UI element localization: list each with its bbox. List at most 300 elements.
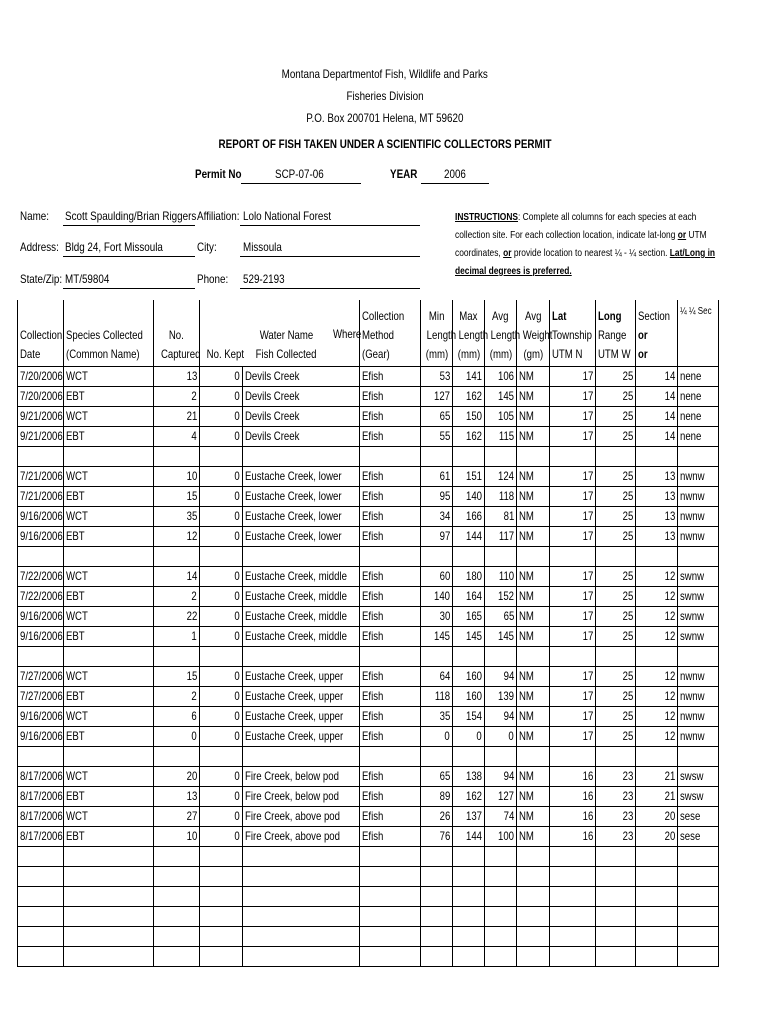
cell-max-length bbox=[453, 886, 485, 906]
cell-quarter-section: nwnw bbox=[678, 526, 719, 546]
cell-captured: 21 bbox=[154, 406, 200, 426]
cell-date: 8/17/2006 bbox=[18, 766, 64, 786]
cell-lat: 17 bbox=[550, 726, 596, 746]
cell-kept: 0 bbox=[200, 806, 243, 826]
cell-species bbox=[64, 926, 154, 946]
cell-quarter-section: nwnw bbox=[678, 686, 719, 706]
cell-avg-length bbox=[485, 546, 517, 566]
cell-section bbox=[636, 926, 678, 946]
cell-quarter-section: swnw bbox=[678, 566, 719, 586]
cell-max-length bbox=[453, 446, 485, 466]
cell-lat bbox=[550, 446, 596, 466]
cell-water: Eustache Creek, lower bbox=[243, 506, 331, 526]
cell-kept: 0 bbox=[200, 386, 243, 406]
cell-species: EBT bbox=[64, 526, 154, 546]
cell-date: 7/22/2006 bbox=[18, 586, 64, 606]
cell-captured: 13 bbox=[154, 366, 200, 386]
cell-species: WCT bbox=[64, 406, 154, 426]
instructions: INSTRUCTIONS: Complete all columns for each species at each collection site. For each collection location, indicate lat-long or UTM coordinates, or provide location to nearest ¼ - ¼ section. Lat/Long in decimal degrees is preferred. bbox=[455, 211, 716, 277]
cell-quarter-section bbox=[678, 446, 719, 466]
table-row bbox=[18, 886, 719, 906]
cell-avg-length bbox=[485, 946, 517, 966]
cell-species: WCT bbox=[64, 466, 154, 486]
cell-min-length: 140 bbox=[421, 586, 453, 606]
cell-long: 25 bbox=[596, 466, 636, 486]
cell-date bbox=[18, 906, 64, 926]
cell-avg-length: 152 bbox=[485, 586, 517, 606]
cell-water bbox=[243, 646, 331, 666]
cell-lat: 16 bbox=[550, 806, 596, 826]
cell-date: 7/22/2006 bbox=[18, 566, 64, 586]
cell-captured: 12 bbox=[154, 526, 200, 546]
cell-long: 25 bbox=[596, 386, 636, 406]
cell-lat bbox=[550, 646, 596, 666]
cell-long: 25 bbox=[596, 526, 636, 546]
cell-lat: 17 bbox=[550, 366, 596, 386]
cell-max-length bbox=[453, 906, 485, 926]
col-header-captured: No. Captured bbox=[154, 300, 200, 366]
cell-avg-weight: NM bbox=[517, 706, 550, 726]
cell-quarter-section: nene bbox=[678, 406, 719, 426]
cell-avg-weight bbox=[517, 946, 550, 966]
cell-kept bbox=[200, 926, 243, 946]
cell-lat: 16 bbox=[550, 786, 596, 806]
cell-quarter-section bbox=[678, 926, 719, 946]
cell-quarter-section: nene bbox=[678, 366, 719, 386]
cell-avg-length: 81 bbox=[485, 506, 517, 526]
phone-value: 529-2193 bbox=[243, 272, 285, 286]
cell-water bbox=[243, 946, 331, 966]
cell-section: 12 bbox=[636, 666, 678, 686]
cell-captured: 1 bbox=[154, 626, 200, 646]
cell-kept bbox=[200, 886, 243, 906]
cell-max-length: 144 bbox=[453, 826, 485, 846]
cell-long bbox=[596, 446, 636, 466]
cell-quarter-section: nwnw bbox=[678, 506, 719, 526]
cell-min-length: 30 bbox=[421, 606, 453, 626]
cell-species: WCT bbox=[64, 766, 154, 786]
table-row bbox=[18, 646, 719, 666]
cell-where bbox=[331, 646, 360, 666]
cell-long bbox=[596, 906, 636, 926]
cell-long bbox=[596, 866, 636, 886]
cell-max-length bbox=[453, 946, 485, 966]
cell-avg-weight: NM bbox=[517, 586, 550, 606]
cell-captured: 22 bbox=[154, 606, 200, 626]
cell-captured bbox=[154, 946, 200, 966]
cell-where bbox=[331, 546, 360, 566]
cell-date bbox=[18, 746, 64, 766]
cell-species: EBT bbox=[64, 686, 154, 706]
cell-species: EBT bbox=[64, 586, 154, 606]
cell-water bbox=[243, 546, 331, 566]
table-row bbox=[18, 426, 719, 446]
cell-date bbox=[18, 866, 64, 886]
cell-section bbox=[636, 906, 678, 926]
col-header-water: Water Name Fish Collected bbox=[256, 327, 317, 361]
cell-min-length: 60 bbox=[421, 566, 453, 586]
cell-method: Efish bbox=[360, 606, 421, 626]
cell-lat bbox=[550, 906, 596, 926]
cell-avg-weight bbox=[517, 926, 550, 946]
cell-where bbox=[331, 386, 360, 406]
cell-quarter-section: nwnw bbox=[678, 486, 719, 506]
cell-quarter-section: nwnw bbox=[678, 706, 719, 726]
year-label: YEAR bbox=[390, 167, 418, 181]
cell-section: 12 bbox=[636, 726, 678, 746]
cell-species: EBT bbox=[64, 486, 154, 506]
cell-date: 9/16/2006 bbox=[18, 626, 64, 646]
cell-avg-length: 127 bbox=[485, 786, 517, 806]
cell-min-length: 65 bbox=[421, 406, 453, 426]
cell-section: 13 bbox=[636, 506, 678, 526]
table-row bbox=[18, 506, 719, 526]
cell-captured: 13 bbox=[154, 786, 200, 806]
cell-section bbox=[636, 886, 678, 906]
cell-date: 8/17/2006 bbox=[18, 806, 64, 826]
cell-long: 25 bbox=[596, 726, 636, 746]
cell-kept: 0 bbox=[200, 686, 243, 706]
cell-where bbox=[331, 446, 360, 466]
cell-species bbox=[64, 746, 154, 766]
cell-section: 20 bbox=[636, 806, 678, 826]
cell-captured: 4 bbox=[154, 426, 200, 446]
cell-species: WCT bbox=[64, 706, 154, 726]
cell-section: 14 bbox=[636, 366, 678, 386]
city-label: City: bbox=[197, 240, 217, 254]
cell-long: 25 bbox=[596, 506, 636, 526]
cell-kept: 0 bbox=[200, 586, 243, 606]
agency-name: Montana Departmentof Fish, Wildlife and Parks bbox=[281, 67, 489, 81]
table-row bbox=[18, 666, 719, 686]
col-header-date: Collection Date bbox=[18, 300, 64, 366]
cell-date bbox=[18, 886, 64, 906]
cell-min-length: 0 bbox=[421, 726, 453, 746]
cell-water bbox=[243, 906, 331, 926]
cell-where bbox=[331, 406, 360, 426]
cell-method: Efish bbox=[360, 526, 421, 546]
col-header-where: Where bbox=[331, 300, 360, 366]
cell-quarter-section: nene bbox=[678, 426, 719, 446]
report-title: REPORT OF FISH TAKEN UNDER A SCIENTIFIC COLLECTORS PERMIT bbox=[218, 137, 552, 151]
cell-min-length: 95 bbox=[421, 486, 453, 506]
cell-avg-length: 74 bbox=[485, 806, 517, 826]
division-name: Fisheries Division bbox=[346, 89, 424, 103]
cell-max-length: 138 bbox=[453, 766, 485, 786]
cell-kept: 0 bbox=[200, 426, 243, 446]
cell-avg-weight: NM bbox=[517, 566, 550, 586]
cell-section: 12 bbox=[636, 626, 678, 646]
cell-avg-length: 0 bbox=[485, 726, 517, 746]
cell-avg-length: 139 bbox=[485, 686, 517, 706]
table-row bbox=[18, 366, 719, 386]
cell-method bbox=[360, 846, 421, 866]
cell-section bbox=[636, 746, 678, 766]
cell-avg-length: 65 bbox=[485, 606, 517, 626]
cell-where bbox=[331, 886, 360, 906]
cell-method: Efish bbox=[360, 406, 421, 426]
cell-avg-length bbox=[485, 886, 517, 906]
cell-avg-weight: NM bbox=[517, 506, 550, 526]
cell-long bbox=[596, 886, 636, 906]
table-row bbox=[18, 806, 719, 826]
cell-max-length bbox=[453, 866, 485, 886]
cell-captured bbox=[154, 926, 200, 946]
cell-kept: 0 bbox=[200, 486, 243, 506]
cell-avg-weight: NM bbox=[517, 666, 550, 686]
cell-section: 21 bbox=[636, 766, 678, 786]
cell-max-length: 150 bbox=[453, 406, 485, 426]
cell-avg-length bbox=[485, 646, 517, 666]
cell-water bbox=[243, 446, 331, 466]
cell-lat: 17 bbox=[550, 586, 596, 606]
cell-avg-weight bbox=[517, 866, 550, 886]
permit-label: Permit No bbox=[195, 167, 242, 181]
cell-date: 8/17/2006 bbox=[18, 826, 64, 846]
cell-water bbox=[243, 746, 331, 766]
cell-quarter-section bbox=[678, 886, 719, 906]
table-row bbox=[18, 526, 719, 546]
cell-lat: 17 bbox=[550, 486, 596, 506]
cell-max-length bbox=[453, 926, 485, 946]
cell-long bbox=[596, 746, 636, 766]
cell-min-length: 55 bbox=[421, 426, 453, 446]
cell-section: 20 bbox=[636, 826, 678, 846]
cell-long: 25 bbox=[596, 566, 636, 586]
cell-kept bbox=[200, 866, 243, 886]
cell-lat: 17 bbox=[550, 626, 596, 646]
table-row bbox=[18, 786, 719, 806]
cell-avg-weight bbox=[517, 746, 550, 766]
cell-water bbox=[243, 926, 331, 946]
cell-max-length bbox=[453, 746, 485, 766]
cell-water: Fire Creek, below pod bbox=[243, 786, 331, 806]
cell-max-length: 151 bbox=[453, 466, 485, 486]
cell-kept: 0 bbox=[200, 826, 243, 846]
cell-lat: 17 bbox=[550, 666, 596, 686]
cell-min-length bbox=[421, 906, 453, 926]
cell-method: Efish bbox=[360, 806, 421, 826]
year-value: 2006 bbox=[444, 167, 466, 181]
cell-section bbox=[636, 446, 678, 466]
cell-lat bbox=[550, 866, 596, 886]
col-header-min-length: Min Length (mm) bbox=[421, 300, 453, 366]
cell-quarter-section: nwnw bbox=[678, 666, 719, 686]
cell-avg-length: 117 bbox=[485, 526, 517, 546]
cell-avg-weight bbox=[517, 446, 550, 466]
table-row bbox=[18, 766, 719, 786]
cell-date: 9/16/2006 bbox=[18, 506, 64, 526]
cell-water bbox=[243, 846, 331, 866]
cell-long: 25 bbox=[596, 706, 636, 726]
cell-avg-weight: NM bbox=[517, 726, 550, 746]
cell-long: 25 bbox=[596, 586, 636, 606]
cell-avg-weight: NM bbox=[517, 406, 550, 426]
cell-captured bbox=[154, 546, 200, 566]
cell-species: EBT bbox=[64, 726, 154, 746]
col-header-avg-weight: Avg Weight (gm) bbox=[517, 300, 550, 366]
cell-min-length: 89 bbox=[421, 786, 453, 806]
cell-lat: 17 bbox=[550, 606, 596, 626]
cell-quarter-section: swnw bbox=[678, 586, 719, 606]
cell-avg-weight bbox=[517, 886, 550, 906]
table-row bbox=[18, 386, 719, 406]
cell-section bbox=[636, 866, 678, 886]
cell-method bbox=[360, 646, 421, 666]
name-label: Name: bbox=[20, 209, 49, 223]
cell-kept: 0 bbox=[200, 466, 243, 486]
cell-date: 7/27/2006 bbox=[18, 686, 64, 706]
cell-method bbox=[360, 946, 421, 966]
cell-date: 7/21/2006 bbox=[18, 466, 64, 486]
cell-min-length: 35 bbox=[421, 706, 453, 726]
cell-avg-length: 105 bbox=[485, 406, 517, 426]
cell-method: Efish bbox=[360, 486, 421, 506]
cell-avg-length: 124 bbox=[485, 466, 517, 486]
table-row bbox=[18, 866, 719, 886]
cell-method: Efish bbox=[360, 466, 421, 486]
cell-water: Eustache Creek, upper bbox=[243, 666, 331, 686]
cell-kept: 0 bbox=[200, 726, 243, 746]
cell-method bbox=[360, 746, 421, 766]
cell-method: Efish bbox=[360, 726, 421, 746]
cell-avg-length bbox=[485, 926, 517, 946]
cell-species bbox=[64, 646, 154, 666]
cell-date: 7/20/2006 bbox=[18, 386, 64, 406]
cell-captured: 15 bbox=[154, 486, 200, 506]
cell-water: Fire Creek, above pod bbox=[243, 806, 331, 826]
permit-value: SCP-07-06 bbox=[275, 167, 324, 181]
cell-where bbox=[331, 906, 360, 926]
cell-kept: 0 bbox=[200, 506, 243, 526]
cell-captured: 15 bbox=[154, 666, 200, 686]
cell-species: WCT bbox=[64, 506, 154, 526]
table-row bbox=[18, 626, 719, 646]
cell-kept: 0 bbox=[200, 626, 243, 646]
cell-species bbox=[64, 866, 154, 886]
cell-method: Efish bbox=[360, 666, 421, 686]
cell-water bbox=[243, 886, 331, 906]
cell-species: EBT bbox=[64, 826, 154, 846]
cell-lat bbox=[550, 946, 596, 966]
cell-avg-length bbox=[485, 446, 517, 466]
cell-captured: 6 bbox=[154, 706, 200, 726]
cell-kept bbox=[200, 646, 243, 666]
cell-avg-weight bbox=[517, 846, 550, 866]
cell-avg-weight: NM bbox=[517, 426, 550, 446]
cell-min-length: 76 bbox=[421, 826, 453, 846]
col-header-max-length: Max Length (mm) bbox=[453, 300, 485, 366]
cell-section: 12 bbox=[636, 686, 678, 706]
cell-water: Eustache Creek, middle bbox=[243, 606, 331, 626]
cell-lat: 17 bbox=[550, 466, 596, 486]
cell-max-length bbox=[453, 646, 485, 666]
cell-long: 25 bbox=[596, 686, 636, 706]
cell-date: 9/16/2006 bbox=[18, 606, 64, 626]
table-row bbox=[18, 746, 719, 766]
cell-lat: 17 bbox=[550, 426, 596, 446]
cell-method: Efish bbox=[360, 626, 421, 646]
cell-max-length: 166 bbox=[453, 506, 485, 526]
cell-max-length: 180 bbox=[453, 566, 485, 586]
cell-water: Eustache Creek, lower bbox=[243, 486, 331, 506]
cell-min-length: 127 bbox=[421, 386, 453, 406]
address-label: Address: bbox=[20, 240, 59, 254]
cell-species bbox=[64, 906, 154, 926]
table-row bbox=[18, 846, 719, 866]
cell-avg-weight bbox=[517, 906, 550, 926]
cell-captured bbox=[154, 846, 200, 866]
cell-captured bbox=[154, 866, 200, 886]
cell-where bbox=[331, 426, 360, 446]
col-header-lat: Lat Township UTM N bbox=[550, 300, 596, 366]
col-header-avg-length: Avg Length (mm) bbox=[485, 300, 517, 366]
phone-label: Phone: bbox=[197, 272, 229, 286]
cell-method: Efish bbox=[360, 366, 421, 386]
cell-kept: 0 bbox=[200, 526, 243, 546]
cell-date: 7/20/2006 bbox=[18, 366, 64, 386]
cell-method bbox=[360, 906, 421, 926]
cell-captured: 2 bbox=[154, 686, 200, 706]
cell-lat bbox=[550, 746, 596, 766]
cell-quarter-section bbox=[678, 866, 719, 886]
cell-max-length: 154 bbox=[453, 706, 485, 726]
cell-where bbox=[331, 746, 360, 766]
city-value: Missoula bbox=[243, 240, 282, 254]
cell-water: Eustache Creek, lower bbox=[243, 526, 331, 546]
cell-max-length bbox=[453, 546, 485, 566]
cell-quarter-section: sese bbox=[678, 806, 719, 826]
fish-collection-table bbox=[17, 300, 719, 967]
cell-water bbox=[243, 866, 331, 886]
cell-avg-length: 106 bbox=[485, 366, 517, 386]
cell-long: 25 bbox=[596, 406, 636, 426]
cell-method: Efish bbox=[360, 566, 421, 586]
cell-captured: 14 bbox=[154, 566, 200, 586]
cell-min-length bbox=[421, 646, 453, 666]
cell-max-length: 0 bbox=[453, 726, 485, 746]
cell-method: Efish bbox=[360, 826, 421, 846]
cell-section: 13 bbox=[636, 486, 678, 506]
col-header-quarter-section: ¼ ¼ Sec bbox=[678, 300, 719, 366]
cell-max-length: 141 bbox=[453, 366, 485, 386]
cell-avg-weight: NM bbox=[517, 686, 550, 706]
cell-section: 14 bbox=[636, 426, 678, 446]
cell-min-length bbox=[421, 926, 453, 946]
table-header-row bbox=[18, 300, 719, 366]
col-header-kept: No. Kept bbox=[200, 300, 243, 366]
cell-long: 25 bbox=[596, 486, 636, 506]
cell-water: Eustache Creek, upper bbox=[243, 686, 331, 706]
cell-long: 25 bbox=[596, 626, 636, 646]
table-row bbox=[18, 546, 719, 566]
table-row bbox=[18, 486, 719, 506]
cell-min-length bbox=[421, 746, 453, 766]
cell-quarter-section bbox=[678, 546, 719, 566]
cell-captured: 27 bbox=[154, 806, 200, 826]
cell-avg-length: 145 bbox=[485, 386, 517, 406]
cell-date bbox=[18, 646, 64, 666]
cell-species: EBT bbox=[64, 786, 154, 806]
cell-water: Eustache Creek, upper bbox=[243, 706, 331, 726]
cell-kept: 0 bbox=[200, 706, 243, 726]
cell-avg-weight: NM bbox=[517, 486, 550, 506]
cell-lat bbox=[550, 886, 596, 906]
cell-method: Efish bbox=[360, 786, 421, 806]
cell-species: WCT bbox=[64, 366, 154, 386]
cell-captured bbox=[154, 906, 200, 926]
cell-where bbox=[331, 946, 360, 966]
